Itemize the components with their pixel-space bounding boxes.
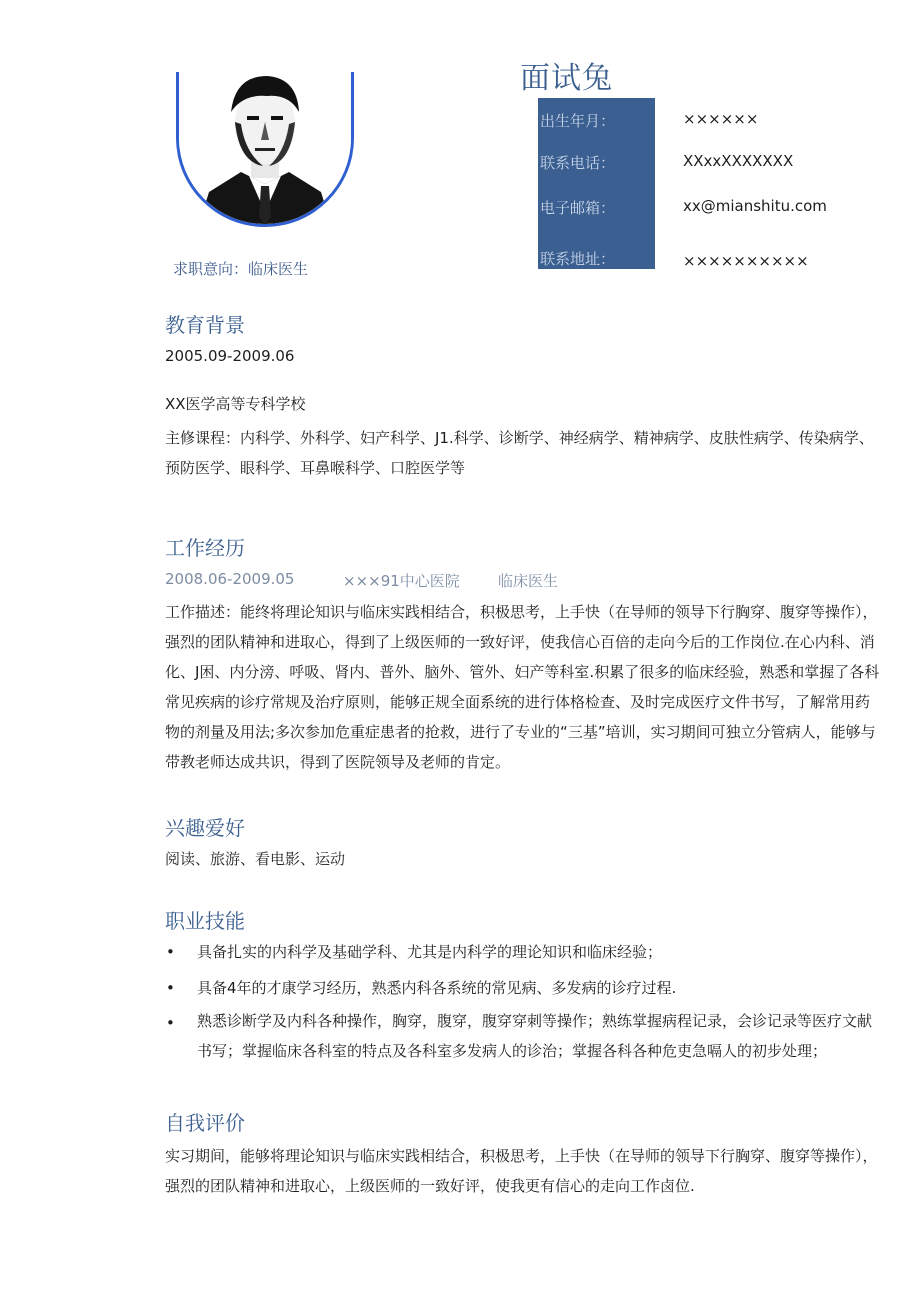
- work-position: 临床医生: [498, 572, 559, 590]
- address-label: 联系地址：: [540, 250, 616, 268]
- education-period: 2005.09-2009.06: [165, 347, 295, 365]
- phone-value: XXxxXXXXXXX: [683, 152, 794, 170]
- phone-label: 联系电话：: [540, 154, 616, 172]
- skills-title: 职业技能: [165, 909, 245, 933]
- work-title: 工作经历: [165, 536, 245, 560]
- bullet-icon: •: [166, 979, 175, 997]
- birth-value: ××××××: [683, 110, 759, 128]
- hobbies-text: 阅读、旅游、看电影、运动: [165, 850, 346, 868]
- email-value: xx@mianshitu.com: [683, 197, 827, 215]
- address-value: ××××××××××: [683, 252, 809, 270]
- education-school: XX医学高等专科学校: [165, 395, 306, 413]
- bullet-icon: •: [166, 943, 175, 961]
- birth-label: 出生年月：: [540, 112, 616, 130]
- work-period: 2008.06-2009.05: [165, 570, 295, 588]
- work-hospital: ×××91中心医院: [343, 572, 460, 590]
- skill-item: 具备4年的才康学习经历，熟悉内科各系统的常见病、多发病的诊疗过程.: [197, 979, 677, 997]
- profile-photo: [176, 72, 354, 227]
- education-courses: 主修课程：内科学、外科学、妇产科学、J1.科学、诊断学、神经病学、精神病学、皮肤性病学、传染病学、预防医学、眼科学、耳鼻喉科学、口腔医学等: [165, 429, 874, 477]
- bullet-icon: •: [166, 1014, 175, 1032]
- education-title: 教育背景: [165, 313, 245, 337]
- skill-item: 具备扎实的内科学及基础学科、尤其是内科学的理论知识和临床经验；: [197, 943, 663, 961]
- candidate-name: 面试兔: [520, 61, 613, 96]
- self-eval-text: 实习期间，能够将理论知识与临床实践相结合，积极思考，上手快（在导师的领导下行胸穿、腹穿等操作），强烈的团队精神和进取心，上级医师的一致好评，使我更有信心的走向工作卤位.: [165, 1147, 878, 1195]
- skill-item: 熟悉诊断学及内科各种操作，胸穿，腹穿，腹穿穿刺等操作；熟练掌握病程记录，会诊记录等医疗文献书写；掌握临床各科室的特点及各科室多发病人的诊治；掌握各科各种危吏急嗝人的初步处理；: [197, 1012, 873, 1060]
- work-description: 工作描述：能终将理论知识与临床实践相结合，积极思考，上手快（在导师的领导下行胸穿、腹穿等操作），强烈的团队精神和进取心，得到了上级医师的一致好评，使我信心百倍的走向今后的工作岗位.在心内科、消化、J困、内分滂、呼吸、肾内、普外、脑外、管外、妇产等科室.积累了很多的临床经验，熟悉和掌握了各科常见疾病的诊疗常规及治疗原则，能够正规全面系统的进行体格检查、及时完成医疗文件书写，了解常用药物的剂量及用法;多次参加危重症患者的抢救，进行了专业的“三基”培训，实习期间可独立分管病人，能够与带教老师达成共识，得到了医院领导及老师的肯定。: [165, 603, 880, 771]
- hobbies-title: 兴趣爱好: [165, 816, 245, 840]
- email-label: 电子邮箱：: [540, 199, 616, 217]
- self-eval-title: 自我评价: [165, 1111, 245, 1135]
- job-intent: 求职意向：临床医生: [173, 260, 309, 278]
